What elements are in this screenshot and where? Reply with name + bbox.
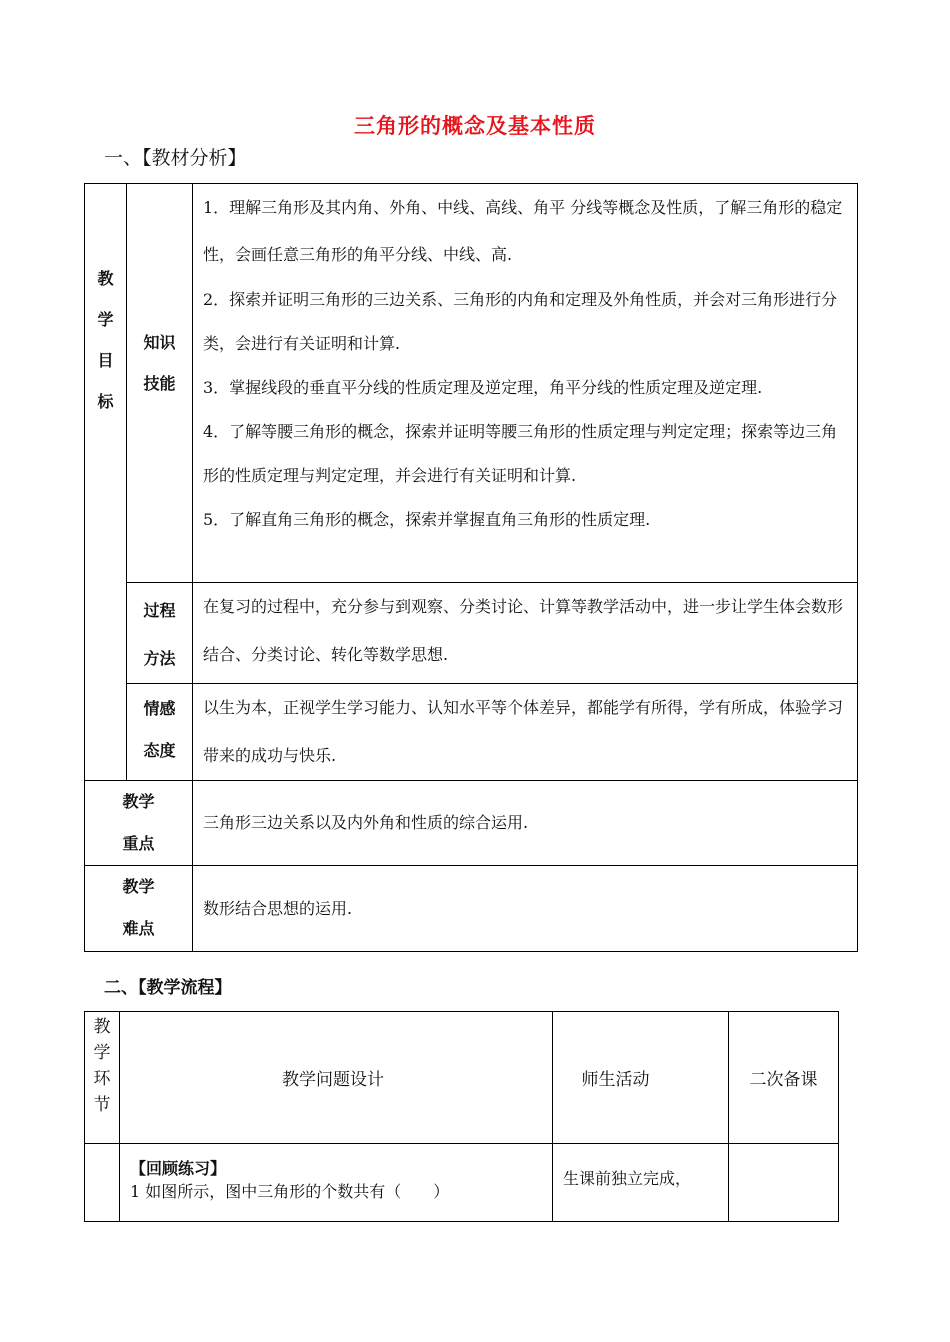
process-label-line: 方法 [143, 649, 176, 668]
section-heading-analysis: 一、【教材分析】 [104, 147, 247, 169]
goals-char: 教 [97, 269, 114, 288]
key-point-label-line: 重点 [122, 834, 155, 853]
section-heading-flow: 二、【教学流程】 [104, 978, 232, 998]
attitude-text: 以生为本，正视学生学习能力、认知水平等个体差异，都能学有所得，学有所成，体验学习带来的成功与快乐. [203, 698, 844, 765]
difficulty-label-line: 难点 [122, 919, 155, 938]
flow-stage-char: 学 [93, 1043, 111, 1063]
knowledge-label-line: 知识 [143, 333, 176, 352]
key-point-label-line: 教学 [122, 792, 155, 811]
process-content [193, 583, 858, 684]
goals-header [85, 184, 127, 781]
flow-header-stage [85, 1012, 120, 1144]
process-label [127, 583, 193, 684]
knowledge-label [127, 184, 193, 583]
key-point-text: 三角形三边关系以及内外角和性质的综合运用. [203, 813, 529, 832]
knowledge-label-line: 技能 [143, 374, 176, 393]
flow-header-notes-text: 二次备课 [749, 1070, 818, 1090]
key-point-label [85, 781, 193, 866]
knowledge-content [193, 184, 858, 583]
flow-header-activity [553, 1012, 729, 1144]
flow-row1-stage [85, 1144, 120, 1222]
knowledge-item-1: 1．理解三角形及其内角、外角、中线、高线、角平 分线等概念及性质，了解三角形的稳定性，会画任意三角形的角平分线、中线、高. [203, 198, 843, 264]
process-label-line: 过程 [143, 601, 176, 620]
process-text: 在复习的过程中，充分参与到观察、分类讨论、计算等教学活动中，进一步让学生体会数形结合、分类讨论、转化等数学思想. [203, 597, 844, 664]
question-1: 1 如图所示，图中三角形的个数共有（ ） [130, 1182, 450, 1201]
flow-row1-activity [553, 1144, 729, 1222]
flow-row1-notes [729, 1144, 839, 1222]
flow-header-design [120, 1012, 553, 1144]
attitude-content [193, 684, 858, 781]
goals-char: 标 [97, 392, 114, 411]
difficulty-content [193, 866, 858, 952]
flow-header-activity-text: 师生活动 [581, 1070, 650, 1090]
knowledge-item-5: 5．了解直角三角形的概念，探索并掌握直角三角形的性质定理. [203, 510, 651, 529]
analysis-table [84, 183, 858, 952]
flow-stage-char: 教 [93, 1017, 111, 1037]
activity-text: 生课前独立完成， [563, 1169, 692, 1188]
review-practice-label: 【回顾练习】 [130, 1159, 227, 1178]
flow-table [84, 1011, 839, 1222]
difficulty-label [85, 866, 193, 952]
attitude-label-line: 态度 [143, 741, 176, 760]
document-title: 三角形的概念及基本性质 [354, 114, 596, 138]
key-point-content [193, 781, 858, 866]
difficulty-label-line: 教学 [122, 877, 155, 896]
flow-header-notes [729, 1012, 839, 1144]
difficulty-text: 数形结合思想的运用. [203, 898, 353, 918]
goals-char: 目 [97, 351, 114, 370]
flow-header-design-text: 教学问题设计 [282, 1070, 384, 1090]
flow-row1-design [120, 1144, 553, 1222]
attitude-label-line: 情感 [143, 699, 176, 718]
knowledge-item-2: 2．探索并证明三角形的三边关系、三角形的内角和定理及外角性质，并会对三角形进行分类，会进行有关证明和计算. [203, 290, 838, 353]
flow-stage-char: 环 [93, 1069, 111, 1089]
knowledge-item-4: 4．了解等腰三角形的概念，探索并证明等腰三角形的性质定理与判定定理；探索等边三角形的性质定理与判定定理，并会进行有关证明和计算. [203, 422, 838, 485]
flow-stage-char: 节 [93, 1095, 111, 1115]
attitude-label [127, 684, 193, 781]
goals-char: 学 [97, 310, 114, 329]
knowledge-item-3: 3．掌握线段的垂直平分线的性质定理及逆定理，角平分线的性质定理及逆定理. [203, 378, 763, 397]
